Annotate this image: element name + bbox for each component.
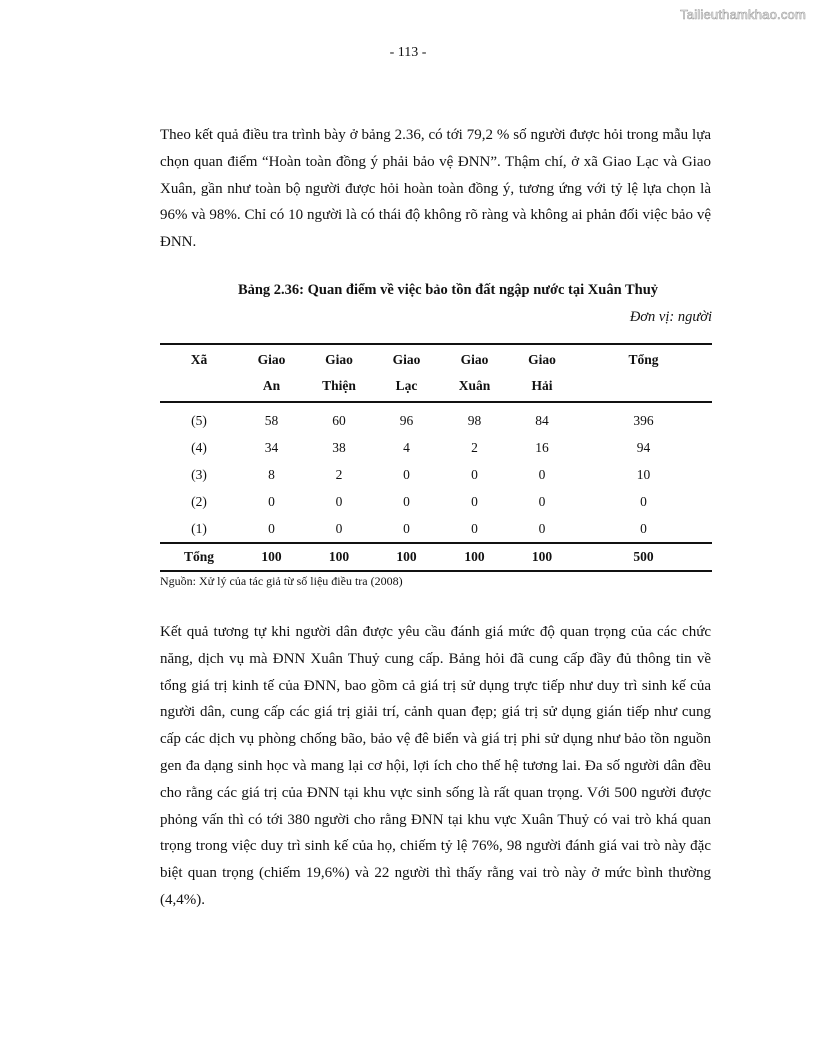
table-cell: (2): [191, 493, 207, 509]
total-cell: 100: [396, 549, 417, 564]
header-cell: Xã: [190, 352, 208, 367]
table-cell: 0: [640, 493, 647, 509]
table-unit: Đơn vị: người: [629, 309, 712, 325]
table-cell: (4): [191, 439, 207, 455]
table-cell: 0: [268, 520, 275, 536]
table-cell: 4: [403, 439, 410, 455]
table-cell: 34: [264, 439, 279, 455]
header-cell: Giao An: [257, 352, 286, 393]
header-cell: Giao Hải: [528, 352, 556, 393]
table-cell: 8: [268, 466, 275, 482]
table-cell: 0: [538, 493, 546, 509]
total-cell: Tổng: [183, 549, 214, 564]
table-cell: 0: [403, 520, 410, 536]
table-cell: 16: [535, 439, 549, 455]
table-cell: 0: [471, 493, 478, 509]
header-cell: Tổng: [628, 352, 659, 367]
total-cell: 100: [328, 549, 350, 564]
table-row: [160, 434, 712, 461]
header-cell: Giao Lạc: [392, 352, 421, 393]
table-cell: 58: [264, 412, 279, 428]
table-cell: 396: [633, 412, 654, 428]
table-cell: 0: [335, 520, 343, 536]
table-cell: (1): [191, 520, 207, 536]
table-cell: 2: [335, 466, 343, 482]
table-cell: 60: [332, 412, 346, 428]
table-total-row: [160, 543, 712, 571]
table-cell: 0: [335, 493, 343, 509]
paragraph-results: Kết quả tương tự khi người dân được yêu cầu đánh giá mức độ quan trọng của các chức năng, dịch vụ mà ĐNN Xuân Thuỷ cung cấp. Bảng hỏi đã cung cấp đầy đủ thông tin về tổng giá trị kinh tế của ĐNN, bao gồm cả giá trị sử dụng trực tiếp như duy trì sinh kế của người dân, cung cấp các giá trị giải trí, cảnh quan đẹp; giá trị sử dụng gián tiếp như cung cấp các dịch vụ phòng chống bão, bảo vệ đê biển và giá trị phi sử dụng như bảo tồn nguồn gen đa dạng sinh học và mang lại cơ hội, lợi ích cho thế hệ tương lai. Đa số người dân đều cho rằng các giá trị của ĐNN tại khu vực sinh sống là rất quan trọng. Với 500 người được phỏng vấn thì có tới 380 người cho rằng ĐNN tại khu vực Xuân Thuỷ có vai trò khá quan trọng trong việc duy trì sinh kế của họ, chiếm tỷ lệ 76%, 98 người đánh giá vai trò này đặc biệt quan trọng (chiếm 19,6%) và 22 người thì thấy rằng vai trò này ở mức bình thường (4,4%).: [160, 624, 711, 908]
total-cell: 100: [261, 549, 282, 564]
table-cell: 0: [268, 493, 275, 509]
total-cell: 100: [464, 549, 485, 564]
paragraph-intro: Theo kết quả điều tra trình bày ở bảng 2.36, có tới 79,2 % số người được hỏi trong mẫu lựa chọn quan điểm “Hoàn toàn đồng ý phải bảo vệ ĐNN”. Thậm chí, ở xã Giao Lạc và Giao Xuân, gần như toàn bộ người được hỏi hoàn toàn đồng ý, tương ứng với tỷ lệ lựa chọn là 96% và 98%. Chỉ có 10 người là có thái độ không rõ ràng và không ai phản đối việc bảo vệ ĐNN.: [160, 127, 711, 251]
data-table: [160, 343, 712, 572]
table-cell: (5): [191, 412, 207, 428]
table-cell: 0: [471, 466, 478, 482]
table-cell: 38: [332, 439, 346, 455]
total-cell: 500: [633, 549, 654, 564]
watermark: Tailieuthamkhao.com: [680, 7, 806, 22]
table-row: [160, 515, 712, 543]
table-row: [160, 402, 712, 434]
table-caption: Bảng 2.36: Quan điểm về việc bảo tồn đất ngập nước tại Xuân Thuỷ: [237, 282, 659, 298]
table-cell: 0: [403, 466, 410, 482]
table-cell: 84: [535, 412, 549, 428]
total-cell: 100: [531, 549, 553, 564]
page-number: - 113 -: [389, 45, 427, 60]
table-cell: 98: [467, 412, 482, 428]
table-cell: 0: [471, 520, 478, 536]
table-cell: 2: [471, 439, 478, 455]
table-source-note: Nguồn: Xử lý của tác giả từ số liệu điều tra (2008): [160, 574, 403, 588]
header-cell: Giao Thiện: [322, 352, 356, 393]
table-cell: 0: [538, 520, 546, 536]
table-cell: (3): [191, 466, 207, 482]
table-row: [160, 461, 712, 488]
table-header-row: [160, 344, 712, 402]
table-cell: 0: [403, 493, 410, 509]
table-cell: 96: [399, 412, 414, 428]
table-cell: 0: [538, 466, 546, 482]
table-cell: 0: [640, 520, 647, 536]
table-cell: 94: [636, 439, 651, 455]
table-row: [160, 488, 712, 515]
header-cell: Giao Xuân: [458, 352, 491, 393]
table-cell: 10: [636, 466, 651, 482]
